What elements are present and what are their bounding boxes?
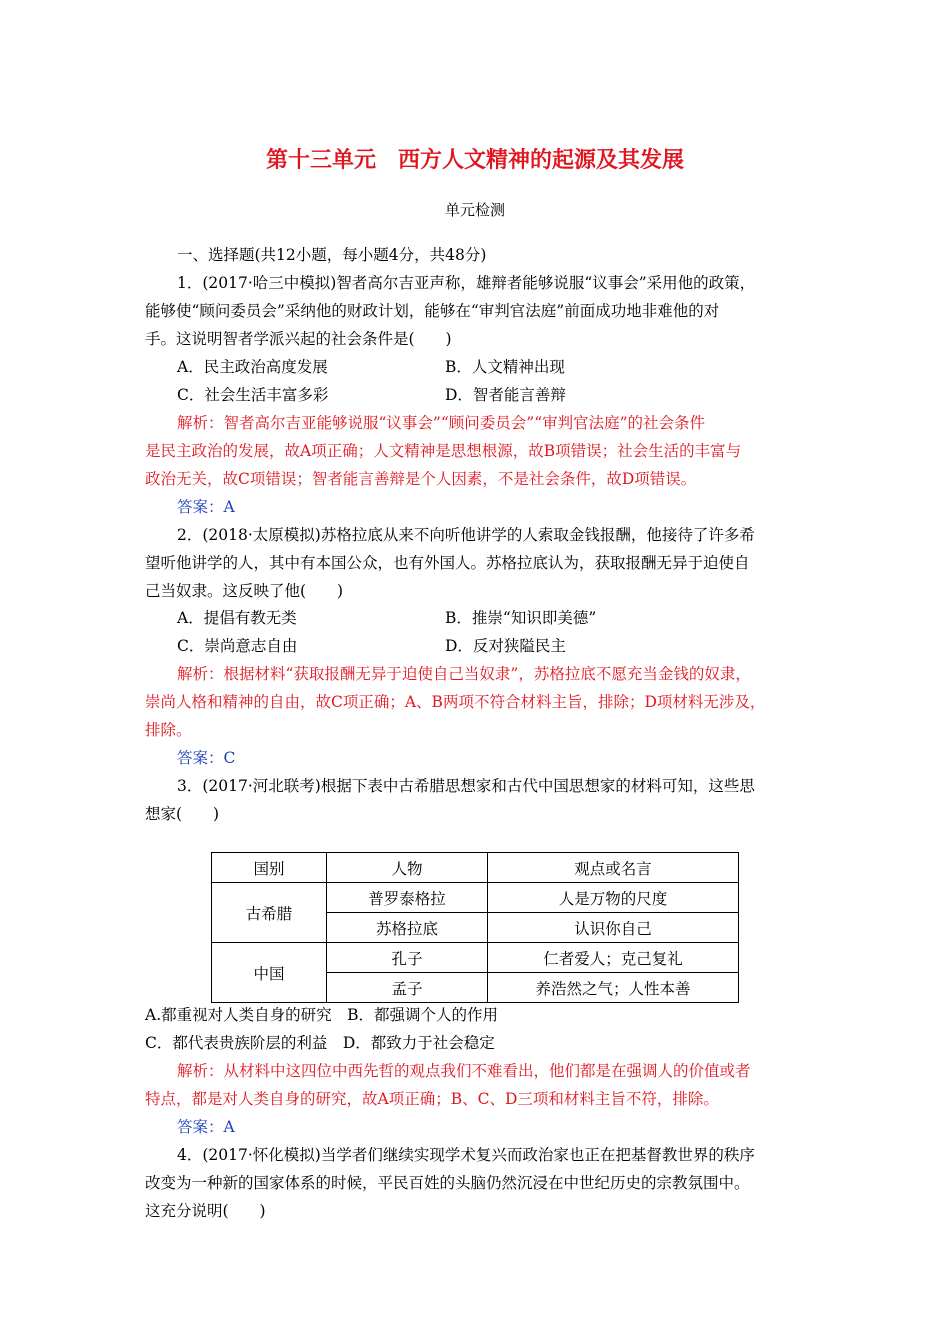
- q2-option-a: A．提倡有教无类: [177, 609, 297, 627]
- q1-line-3: 手。这说明智者学派兴起的社会条件是( ): [145, 330, 452, 348]
- q1-option-d: D．智者能言善辩: [445, 386, 566, 404]
- table-header-cell: 人物: [327, 853, 488, 883]
- q2-analysis-1: 解析：根据材料“获取报酬无异于迫使自己当奴隶”，苏格拉底不愿充当金钱的奴隶，: [177, 665, 751, 683]
- thinkers-table: [211, 852, 739, 1003]
- section-header: 一、选择题(共12小题，每小题4分，共48分): [177, 246, 487, 264]
- table-cell-person: 孟子: [327, 973, 488, 1003]
- q1-option-a: A．民主政治高度发展: [177, 358, 328, 376]
- q3-line-1: 3．(2017·河北联考)根据下表中古希腊思想家和古代中国思想家的材料可知，这些思: [177, 777, 755, 795]
- q4-line-2: 改变为一种新的国家体系的时候，平民百姓的头脑仍然沉浸在中世纪历史的宗教氛围中。: [145, 1174, 750, 1192]
- q1-analysis-3: 政治无关，故C项错误；智者能言善辩是个人因素，不是社会条件，故D项错误。: [145, 470, 697, 488]
- unit-title: 第十三单元 西方人文精神的起源及其发展: [265, 148, 684, 173]
- q2-analysis-3: 排除。: [145, 721, 192, 739]
- q3-analysis-1: 解析：从材料中这四位中西先哲的观点我们不难看出，他们都是在强调人的价值或者: [177, 1062, 751, 1080]
- q1-option-b: B．人文精神出现: [445, 358, 565, 376]
- q3-options-ab: A.都重视对人类自身的研究 B．都强调个人的作用: [145, 1006, 499, 1024]
- table-row: [212, 883, 739, 913]
- table-cell-quote: 养浩然之气；人性本善: [488, 973, 739, 1003]
- q3-options-cd: C．都代表贵族阶层的利益 D．都致力于社会稳定: [145, 1034, 495, 1052]
- q2-answer: 答案：C: [177, 749, 236, 767]
- q2-option-b: B．推崇“知识即美德”: [445, 609, 597, 627]
- q3-answer: 答案：A: [177, 1118, 235, 1136]
- unit-subtitle: 单元检测: [444, 201, 505, 219]
- table-cell-quote: 认识你自己: [488, 913, 739, 943]
- q1-answer: 答案：A: [177, 498, 235, 516]
- q2-option-c: C．崇尚意志自由: [177, 637, 298, 655]
- q1-option-c: C．社会生活丰富多彩: [177, 386, 329, 404]
- q3-line-2: 想家( ): [145, 805, 220, 823]
- q1-analysis-2: 是民主政治的发展，故A项正确；人文精神是思想根源，故B项错误；社会生活的丰富与: [145, 442, 742, 460]
- q4-line-1: 4．(2017·怀化模拟)当学者们继续实现学术复兴而政治家也正在把基督教世界的秩序: [177, 1146, 755, 1164]
- q1-line-2: 能够使“顾问委员会”采纳他的财政计划，能够在“审判官法庭”前面成功地非难他的对: [145, 302, 720, 320]
- table-cell-quote: 人是万物的尺度: [488, 883, 739, 913]
- table-cell-person: 孔子: [327, 943, 488, 973]
- table-cell-country: 古希腊: [212, 883, 327, 943]
- q2-option-d: D．反对狭隘民主: [445, 637, 566, 655]
- q1-line-1: 1．(2017·哈三中模拟)智者高尔吉亚声称，雄辩者能够说服“议事会”采用他的政策，: [177, 274, 756, 292]
- table-cell-person: 苏格拉底: [327, 913, 488, 943]
- q4-line-3: 这充分说明( ): [145, 1202, 266, 1220]
- q1-analysis-1: 解析：智者高尔吉亚能够说服“议事会”“顾问委员会”“审判官法庭”的社会条件: [177, 414, 706, 432]
- q2-line-1: 2．(2018·太原模拟)苏格拉底从来不向听他讲学的人索取金钱报酬，他接待了许多希: [177, 526, 755, 544]
- table-row: [212, 943, 739, 973]
- q2-analysis-2: 崇尚人格和精神的自由，故C项正确；A、B两项不符合材料主旨，排除；D项材料无涉及，: [145, 693, 766, 711]
- table-cell-person: 普罗泰格拉: [327, 883, 488, 913]
- table-cell-quote: 仁者爱人；克己复礼: [488, 943, 739, 973]
- table-header-cell: 国别: [212, 853, 327, 883]
- q3-analysis-2: 特点，都是对人类自身的研究，故A项正确；B、C、D三项和材料主旨不符，排除。: [145, 1090, 719, 1108]
- q2-line-2: 望听他讲学的人，其中有本国公众，也有外国人。苏格拉底认为，获取报酬无异于迫使自: [145, 554, 750, 572]
- table-header-cell: 观点或名言: [488, 853, 739, 883]
- table-header-row: [212, 853, 739, 883]
- table-cell-country: 中国: [212, 943, 327, 1003]
- q2-line-3: 己当奴隶。这反映了他( ): [145, 582, 344, 600]
